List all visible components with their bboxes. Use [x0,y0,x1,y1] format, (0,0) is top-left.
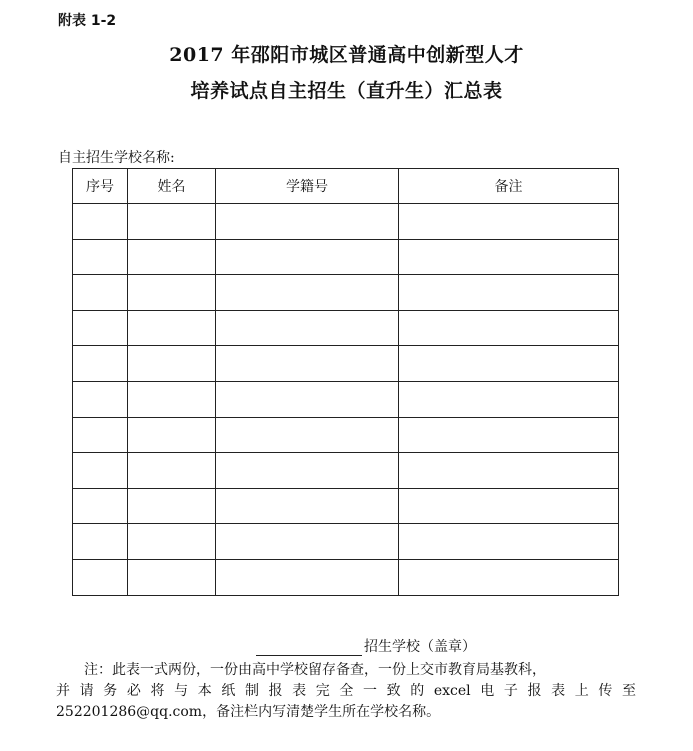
table-row [73,239,619,275]
table-row [73,275,619,311]
table-cell[interactable] [128,524,216,560]
header-remarks: 备注 [399,169,619,204]
table-cell[interactable] [128,381,216,417]
table-cell[interactable] [216,346,399,382]
school-seal-line [256,636,476,656]
table-cell[interactable] [216,524,399,560]
seal-label: 招生学校（盖章） [364,639,476,655]
table-header-row [73,169,619,204]
footnote-line-3: 252201286@qq.com，备注栏内写清楚学生所在学校名称。 [56,704,441,720]
table-cell[interactable] [128,453,216,489]
seal-blank[interactable] [256,639,362,656]
table-cell[interactable] [399,275,619,311]
table-row [73,310,619,346]
table-row [73,417,619,453]
table-cell[interactable] [73,310,128,346]
table-row [73,559,619,595]
table-cell[interactable] [73,488,128,524]
table-cell[interactable] [216,239,399,275]
table-cell[interactable] [73,559,128,595]
table-cell[interactable] [128,559,216,595]
footnote-line-2: 并请务必将与本纸制报表完全一致的excel电子报表上传至 [56,683,636,699]
table-cell[interactable] [399,381,619,417]
page-title-line2: 培养试点自主招生（直升生）汇总表 [190,80,503,102]
header-serial-number: 序号 [73,169,128,204]
school-name-label: 自主招生学校名称: [58,150,175,166]
table-cell[interactable] [216,453,399,489]
table-cell[interactable] [73,204,128,240]
table-cell[interactable] [216,417,399,453]
table-cell[interactable] [399,310,619,346]
table-cell[interactable] [73,417,128,453]
annex-label: 附表 1-2 [58,13,117,29]
table-cell[interactable] [216,204,399,240]
table-cell[interactable] [399,417,619,453]
table-cell[interactable] [216,310,399,346]
table-cell[interactable] [216,488,399,524]
header-student-id: 学籍号 [216,169,399,204]
table-cell[interactable] [399,239,619,275]
table-row [73,381,619,417]
table-cell[interactable] [399,453,619,489]
table-cell[interactable] [399,488,619,524]
table-row [73,204,619,240]
table-cell[interactable] [73,381,128,417]
table-body [73,204,619,596]
table-cell[interactable] [73,346,128,382]
table-cell[interactable] [128,310,216,346]
table-cell[interactable] [128,417,216,453]
header-name: 姓名 [128,169,216,204]
table-cell[interactable] [73,524,128,560]
table-cell[interactable] [216,381,399,417]
footnote [56,660,636,723]
page-title-line1: 2017 年邵阳市城区普通高中创新型人才 [169,44,524,66]
table-cell[interactable] [128,239,216,275]
table-cell[interactable] [399,559,619,595]
table-cell[interactable] [128,275,216,311]
table-row [73,346,619,382]
summary-table [72,168,619,596]
table-cell[interactable] [399,204,619,240]
table-cell[interactable] [216,275,399,311]
footnote-line-1: 注：此表一式两份，一份由高中学校留存备查，一份上交市教育局基教科， [84,662,546,678]
table-cell[interactable] [399,524,619,560]
table-cell[interactable] [73,275,128,311]
table-row [73,453,619,489]
table-cell[interactable] [399,346,619,382]
table-row [73,524,619,560]
table-cell[interactable] [216,559,399,595]
table-cell[interactable] [128,346,216,382]
table-row [73,488,619,524]
table-cell[interactable] [73,453,128,489]
table-cell[interactable] [128,204,216,240]
table-cell[interactable] [128,488,216,524]
table-cell[interactable] [73,239,128,275]
